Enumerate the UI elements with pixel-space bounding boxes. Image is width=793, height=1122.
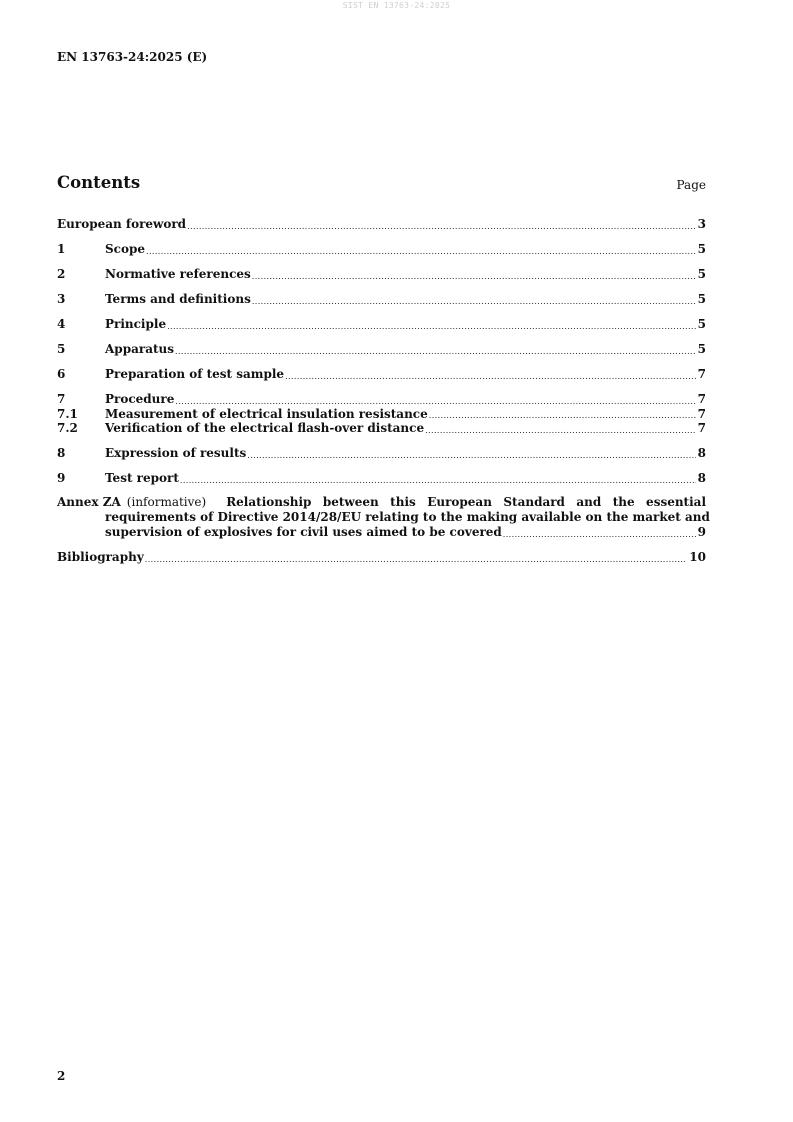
toc-entry-number: 7 [57,392,66,406]
toc-entry-number: 9 [57,471,66,485]
toc-entry-title: Verification of the electrical flash-over distance [105,421,425,435]
toc-leader-dots [145,549,688,565]
annex-title-line1: Relationship between this European Standard and the essential [226,495,706,509]
toc-leader-dots [187,216,696,232]
toc-entry-number: 2 [57,267,66,281]
toc-entry-title: Measurement of electrical insulation resistance [105,407,428,421]
toc-entry-title: Expression of results [105,446,247,460]
toc-leader-dots [180,470,696,486]
toc-entry-number: 5 [57,342,66,356]
toc-entry-page: 9 [697,525,706,539]
toc-leader-dots [247,445,695,461]
table-of-contents [57,216,710,565]
toc-entry-page: 8 [697,471,706,485]
annex-title-line3-row [105,525,706,540]
annex-label: Annex ZA [57,495,121,509]
toc-entry-title: Scope [105,242,146,256]
toc-entry-page: 5 [697,292,706,306]
toc-entry-7-1[interactable] [57,407,706,421]
toc-entry-7-2[interactable] [57,421,706,436]
toc-entry-page: 5 [697,317,706,331]
toc-entry-page: 8 [697,446,706,460]
toc-entry-number: 1 [57,242,66,256]
toc-leader-dots [285,366,696,382]
document-id: EN 13763-24:2025 (E) [57,50,208,64]
toc-entry-page: 7 [697,392,706,406]
toc-leader-dots [425,420,696,436]
toc-entry-number: 7.2 [57,421,78,435]
toc-entry-4[interactable] [57,316,706,332]
toc-entry-annex-za[interactable] [57,495,710,540]
annex-title-line2: requirements of Directive 2014/28/EU relating to the making available on the market and [105,510,710,524]
toc-entry-page: 5 [697,267,706,281]
toc-leader-dots [175,341,696,357]
toc-entry-page: 10 [689,550,706,564]
toc-leader-dots [429,405,696,421]
toc-entry-page: 7 [697,421,706,435]
toc-entry-5[interactable] [57,341,706,357]
page-number: 2 [57,1069,66,1083]
page-column-label: Page [676,178,706,192]
toc-leader-dots [503,524,696,540]
toc-entry-9[interactable] [57,470,706,486]
toc-entry-title: Preparation of test sample [105,367,285,381]
toc-entry-title: Test report [105,471,179,485]
toc-entry-page: 7 [697,407,706,421]
toc-entry-title: Normative references [105,267,251,281]
toc-entry-number: 3 [57,292,66,306]
toc-entry-page: 7 [697,367,706,381]
toc-entry-page: 5 [697,342,706,356]
toc-entry-number: 4 [57,317,66,331]
toc-entry-title: Bibliography [57,550,144,564]
toc-entry-1[interactable] [57,241,706,257]
toc-entry-title: European foreword [57,217,187,231]
toc-entry-title: Procedure [105,392,175,406]
toc-entry-2[interactable] [57,266,706,282]
toc-leader-dots [252,291,696,307]
toc-leader-dots [146,241,696,257]
annex-title-line3: supervision of explosives for civil uses aimed to be covered [105,525,502,539]
toc-leader-dots [167,316,696,332]
toc-entry-6[interactable] [57,366,706,382]
toc-entry-foreword[interactable] [57,216,706,232]
toc-entry-page: 3 [697,217,706,231]
toc-entry-3[interactable] [57,291,706,307]
toc-entry-number: 7.1 [57,407,78,421]
toc-entry-title: Apparatus [105,342,174,356]
toc-entry-page: 5 [697,242,706,256]
toc-entry-title: Terms and definitions [105,292,251,306]
contents-title: Contents [57,173,141,192]
toc-entry-8[interactable] [57,445,706,461]
toc-entry-number: 6 [57,367,66,381]
toc-leader-dots [252,266,696,282]
annex-type: (informative) [126,495,207,509]
toc-entry-title: Principle [105,317,167,331]
toc-entry-number: 8 [57,446,66,460]
watermark: SIST EN 13763-24:2025 [342,1,451,10]
toc-entry-bibliography[interactable] [57,549,706,565]
